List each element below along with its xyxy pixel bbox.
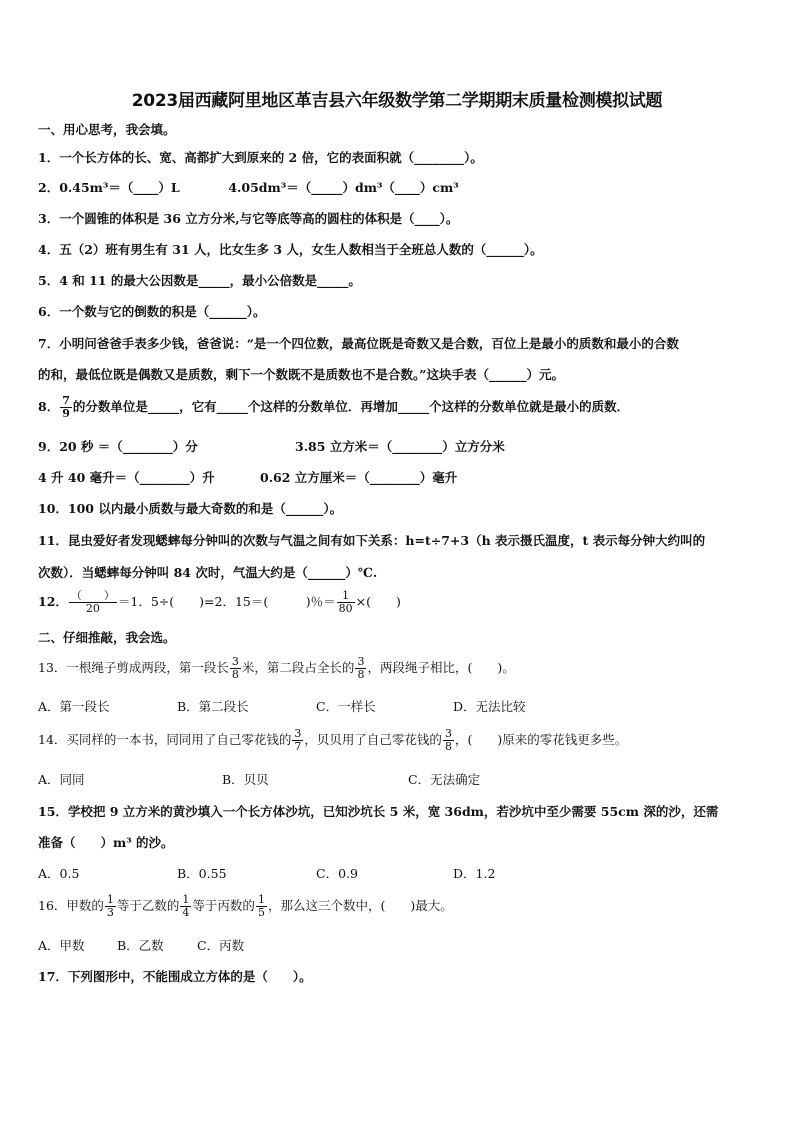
fraction-numerator: 1 [182,893,190,906]
question-9-part-b: 3.85 立方米＝（________）立方分米 [295,439,505,454]
option-15-c[interactable]: C．0.9 [316,866,358,881]
fraction-denominator: 5 [257,906,265,919]
question-15-line-1: 15．学校把 9 立方米的黄沙填入一个长方体沙坑，已知沙坑长 5 米，宽 36dm，若沙坑中至少需要 55cm 深的沙，还需 [38,804,719,819]
question-14-text-b: ，贝贝用了自己零花钱的 [304,732,442,747]
option-13-c[interactable]: C．一样长 [316,699,376,714]
option-15-d[interactable]: D．1.2 [453,866,496,881]
fraction-numerator: 3 [294,727,302,740]
fraction-denominator: 9 [62,407,70,420]
option-14-b[interactable]: B．贝贝 [222,772,269,787]
question-16 [38,894,453,919]
question-14 [38,728,627,753]
fraction-numerator: 3 [231,655,239,668]
question-13-text-c: ，两段绳子相比，( )。 [367,660,515,675]
question-1: 1．一个长方体的长、宽、高都扩大到原来的 2 倍，它的表面积就（________）。 [38,150,483,165]
fraction-numerator: 3 [444,727,452,740]
question-5: 5．4 和 11 的最大公因数是_____，最小公倍数是_____。 [38,273,361,288]
section-heading-fill: 一、用心思考，我会填。 [38,122,176,137]
question-12-text: ＝1．5÷( )=2．15＝( )％＝ [117,594,336,609]
question-17: 17．下列图形中，不能围成立方体的是（ ）。 [38,969,312,984]
fraction [180,894,191,919]
question-15-line-2: 准备（ ）m³ 的沙。 [38,835,174,850]
option-16-a[interactable]: A．甲数 [38,938,85,953]
option-15-b[interactable]: B．0.55 [177,866,227,881]
question-9-part-a: 9．20 秒 ＝（________）分 [38,439,198,454]
question-11-line-1: 11．昆虫爱好者发现蟋蟀每分钟叫的次数与气温之间有如下关系：h=t÷7+3（h 表示摄氏温度，t 表示每分钟大约叫的 [38,533,706,548]
fraction [256,894,267,919]
question-16-text-c: 等于丙数的 [192,898,255,913]
question-3: 3．一个圆锥的体积是 36 立方分米,与它等底等高的圆柱的体积是（____）。 [38,211,459,226]
fraction [60,395,72,420]
section-heading-choice: 二、仔细推敲，我会选。 [38,630,176,645]
question-13 [38,656,515,681]
fraction [230,656,241,681]
option-15-a[interactable]: A．0.5 [38,866,80,881]
option-14-a[interactable]: A．同同 [38,772,85,787]
fraction-denominator: 3 [106,906,114,919]
fraction [69,590,117,615]
option-16-c[interactable]: C．丙数 [197,938,245,953]
question-2 [38,178,459,196]
question-11-line-2: 次数）．当蟋蟀每分钟叫 84 次时，气温大约是（______）℃. [38,565,378,580]
question-16-text-a: 16．甲数的 [38,898,104,913]
option-13-b[interactable]: B．第二段长 [177,699,249,714]
question-12 [38,590,401,615]
fraction-denominator: 8 [231,668,239,681]
fraction-numerator: 7 [62,394,70,407]
question-9-row-2 [38,468,457,486]
question-4: 4．五（2）班有男生有 31 人，比女生多 3 人，女生人数相当于全班总人数的（______）。 [38,242,543,257]
fraction-numerator: 1 [257,893,265,906]
question-7-line-2: 的和，最低位既是偶数又是质数，剩下一个数既不是质数也不是合数。”这块手表（______）元。 [38,367,564,382]
fraction-numerator: 1 [106,893,114,906]
question-2-part-b: 4.05dm³＝（_____）dm³（____）cm³ [228,180,459,195]
question-9-part-c: 4 升 40 毫升＝（________）升 [38,470,215,485]
option-16-b[interactable]: B．乙数 [117,938,164,953]
question-6: 6．一个数与它的倒数的积是（______）。 [38,304,266,319]
question-13-text-a: 13．一根绳子剪成两段，第一段长 [38,660,229,675]
question-16-text-e: ，那么这三个数中，( )最大。 [267,898,453,913]
page-title: 2023届西藏阿里地区革吉县六年级数学第二学期期末质量检测模拟试题 [131,91,663,111]
question-9-row-1 [38,437,505,455]
question-8 [38,395,629,420]
fraction [292,728,303,753]
question-14-text-c: ，( )原来的零花钱更多些。 [454,732,628,747]
option-14-c[interactable]: C．无法确定 [408,772,481,787]
question-8-text: 的分数单位是_____，它有_____个这样的分数单位．再增加_____个这样的分数单位就是最小的质数． [72,399,630,414]
fraction-denominator: 8 [357,668,365,681]
question-14-text-a: 14．买同样的一本书，同同用了自己零花钱的 [38,732,292,747]
fraction [105,894,116,919]
option-13-a[interactable]: A．第一段长 [38,699,110,714]
question-13-text-b: 米，第二段占全长的 [241,660,355,675]
question-9-part-d: 0.62 立方厘米＝（________）毫升 [260,470,458,485]
fraction [355,656,366,681]
fraction-numerator: （ ） [70,589,115,602]
fraction-denominator: 80 [338,602,353,615]
fraction-numerator: 3 [357,655,365,668]
question-8-number: 8． [38,399,60,414]
fraction-numerator: 1 [337,590,355,603]
fraction-denominator: 4 [182,906,190,919]
fraction [443,728,454,753]
question-16-text-b: 等于乙数的 [116,898,180,913]
question-12-tail: ×( ) [355,594,401,609]
question-2-part-a: 2．0.45m³＝（____）L [38,180,180,195]
question-10: 10．100 以内最小质数与最大奇数的和是（______）。 [38,501,343,516]
fraction-denominator: 7 [294,740,302,753]
question-7-line-1: 7．小明问爸爸手表多少钱，爸爸说：“是一个四位数，最高位既是奇数又是合数，百位上是最小的质数和最小的合数 [38,336,679,351]
option-13-d[interactable]: D．无法比较 [453,699,526,714]
fraction [337,590,355,615]
question-12-number: 12． [38,594,68,609]
fraction-denominator: 8 [444,740,452,753]
fraction-denominator: 20 [85,602,100,615]
